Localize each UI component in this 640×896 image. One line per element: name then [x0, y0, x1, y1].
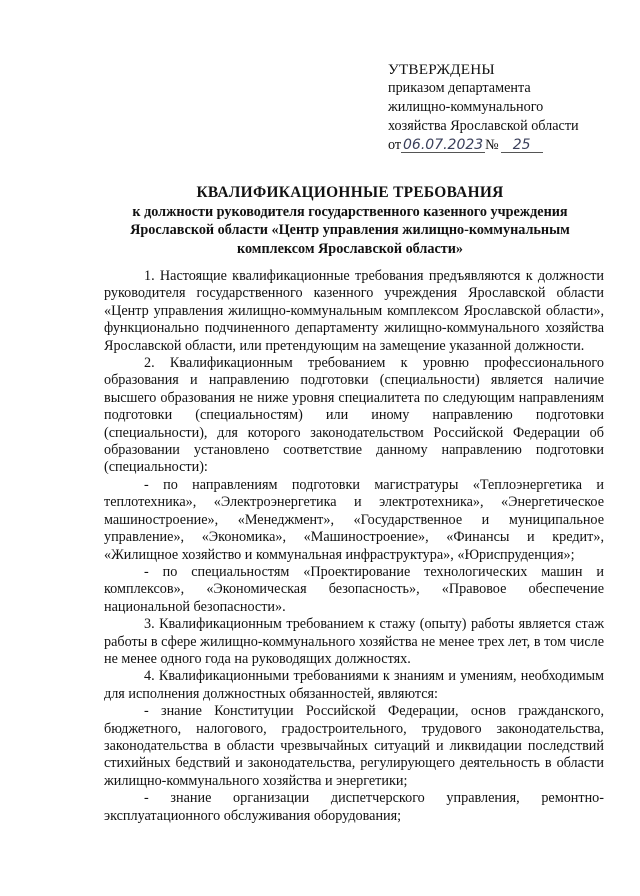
paragraph-3: 3. Квалификационным требованием к стажу (опыту) работы является стаж работы в сфере жилищно-коммунального хозяйства не менее трех лет, в том числе не менее одного года на руководящих должностях. [104, 616, 604, 667]
handwritten-number: 25 [501, 138, 543, 153]
approval-stamp [388, 60, 628, 155]
title-line-1: КВАЛИФИКАЦИОННЫЕ ТРЕБОВАНИЯ [196, 184, 504, 201]
handwritten-date: 06.07.2023 [403, 137, 484, 153]
paragraph-2-item-b: - по специальностям «Проектирование технологических машин и комплексов», «Экономическая безопасность», «Правовое обеспечение национальной безопасности». [104, 563, 604, 615]
approval-line-2: жилищно-коммунального [388, 99, 544, 115]
paragraph-4: 4. Квалификационными требованиями к знаниям и умениям, необходимым для исполнения должностных обязанностей, являются: [104, 668, 604, 702]
paragraph-4-item-b: - знание организации диспетчерского управления, ремонтно-эксплуатационного обслуживания оборудования; [104, 790, 604, 824]
paragraph-2-item-a: - по направлениям подготовки магистратуры «Теплоэнергетика и теплотехника», «Электроэнергетика и электротехника», «Энергетическое машиностроение», «Менеджмент», «Государственное и муниципальное управление», «Экономика», «Машиностроение», «Финансы и кредит», «Жилищное хозяйство и коммунальная инфраструктура», «Юриспруденция»; [104, 476, 604, 563]
title-line-3: Ярославской области «Центр управления жилищно-коммунальным [130, 222, 570, 238]
paragraph-1: 1. Настоящие квалификационные требования предъявляются к должности руководителя государственного казенного учреждения Ярославской области «Центр управления жилищно-коммунальным комплексом Ярославской области», функционально подчиненного департаменту жилищно-коммунального хозяйства Ярославской области, или претендующим на замещение указанной должности. [104, 268, 604, 354]
document-title [100, 184, 600, 258]
approval-date-line [388, 136, 628, 155]
title-line-2: к должности руководителя государственного казенного учреждения [132, 203, 568, 220]
approval-line-3: хозяйства Ярославской области [388, 118, 579, 134]
approval-heading: УТВЕРЖДЕНЫ [388, 61, 495, 78]
title-line-4: комплексом Ярославской области» [237, 240, 463, 257]
document-body [104, 268, 604, 825]
paragraph-4-item-a: - знание Конституции Российской Федерации, основ гражданского, бюджетного, налогового, градостроительного, трудового законодательства, законодательства в области чрезвычайных ситуаций и ликвидации последствий стихийных бедствий и законодательства, регулирующего деятельность в области жилищно-коммунального хозяйства и энергетики; [104, 703, 604, 789]
number-sign: № [485, 137, 499, 153]
date-prefix: от [388, 137, 402, 153]
paragraph-2: 2. Квалификационным требованием к уровню профессионального образования и направлению подготовки (специальности) является наличие высшего образования не ниже уровня специалитета по следующим направлениям подготовки (специальностям) или иному направлению подготовки (специальности), для которого законодательством Российской Федерации об образовании установлено соответствие данному направлению подготовки (специальности): [104, 355, 604, 476]
approval-line-1: приказом департамента [388, 80, 531, 96]
